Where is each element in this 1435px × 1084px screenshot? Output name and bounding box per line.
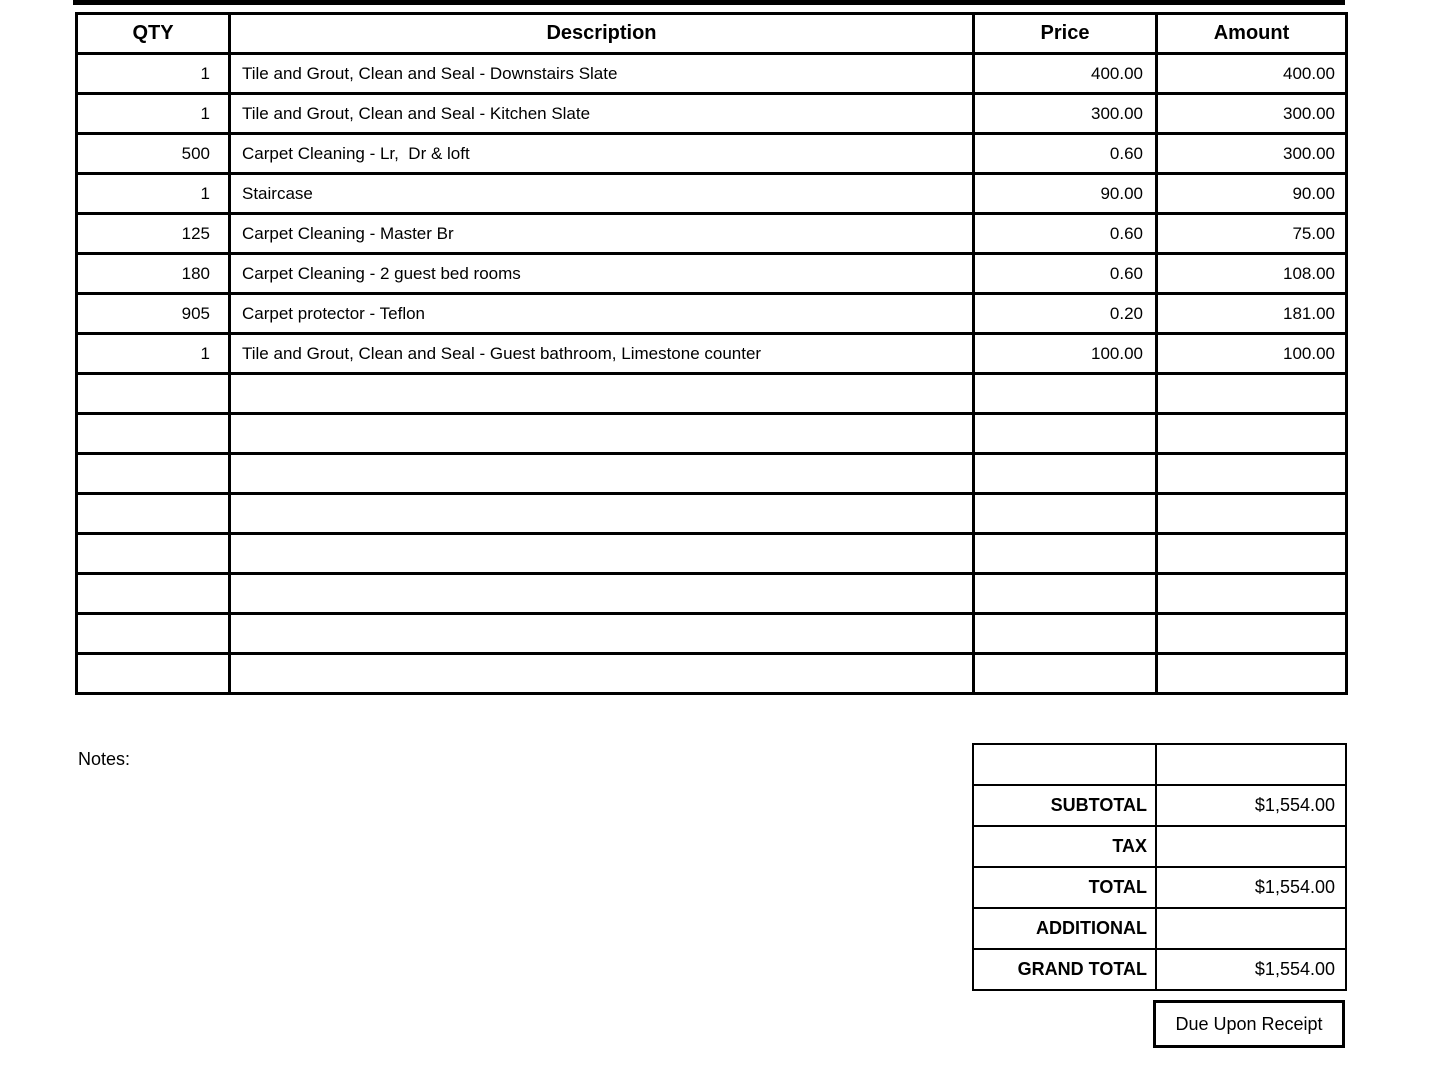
empty-table-row — [77, 454, 1347, 494]
top-divider-rule — [73, 0, 1345, 5]
price-cell — [974, 454, 1157, 494]
description-cell — [230, 614, 974, 654]
description-cell: Carpet Cleaning - 2 guest bed rooms — [230, 254, 974, 294]
qty-cell — [77, 614, 230, 654]
description-cell: Tile and Grout, Clean and Seal - Downstairs Slate — [230, 54, 974, 94]
amount-cell: 100.00 — [1157, 334, 1347, 374]
total-label: TOTAL — [973, 867, 1156, 908]
description-cell — [230, 374, 974, 414]
description-cell — [230, 574, 974, 614]
qty-cell — [77, 654, 230, 694]
price-cell — [974, 574, 1157, 614]
price-cell — [974, 614, 1157, 654]
price-cell — [974, 374, 1157, 414]
qty-cell — [77, 454, 230, 494]
tax-value — [1156, 826, 1346, 867]
table-row — [77, 174, 1347, 214]
notes-label: Notes: — [78, 749, 131, 769]
price-cell: 0.60 — [974, 214, 1157, 254]
empty-table-row — [77, 574, 1347, 614]
subtotal-label: SUBTOTAL — [973, 785, 1156, 826]
table-row — [77, 254, 1347, 294]
description-cell: Tile and Grout, Clean and Seal - Guest bathroom, Limestone counter — [230, 334, 974, 374]
empty-table-row — [77, 374, 1347, 414]
qty-cell: 500 — [77, 134, 230, 174]
empty-table-row — [77, 534, 1347, 574]
qty-cell: 905 — [77, 294, 230, 334]
description-cell — [230, 494, 974, 534]
price-cell — [974, 654, 1157, 694]
summary-row-tax — [973, 826, 1346, 867]
table-header-row — [77, 14, 1347, 54]
qty-cell: 180 — [77, 254, 230, 294]
table-row — [77, 294, 1347, 334]
amount-cell — [1157, 654, 1347, 694]
summary-row-total — [973, 867, 1346, 908]
additional-label: ADDITIONAL — [973, 908, 1156, 949]
payment-terms-box — [1153, 1000, 1345, 1048]
table-row — [77, 94, 1347, 134]
price-cell: 0.60 — [974, 254, 1157, 294]
column-header-description: Description — [230, 14, 974, 54]
table-row — [77, 54, 1347, 94]
amount-cell: 90.00 — [1157, 174, 1347, 214]
amount-cell: 108.00 — [1157, 254, 1347, 294]
table-row — [77, 134, 1347, 174]
amount-cell: 300.00 — [1157, 134, 1347, 174]
invoice-line-items-table — [75, 12, 1348, 695]
description-cell: Carpet Cleaning - Lr, Dr & loft — [230, 134, 974, 174]
qty-cell — [77, 414, 230, 454]
empty-table-row — [77, 494, 1347, 534]
amount-cell: 400.00 — [1157, 54, 1347, 94]
price-cell — [974, 534, 1157, 574]
description-cell: Carpet Cleaning - Master Br — [230, 214, 974, 254]
invoice-summary-table — [972, 743, 1347, 991]
qty-cell — [77, 534, 230, 574]
qty-cell: 1 — [77, 334, 230, 374]
additional-value — [1156, 908, 1346, 949]
summary-row-subtotal — [973, 785, 1346, 826]
amount-cell — [1157, 574, 1347, 614]
qty-cell: 1 — [77, 94, 230, 134]
qty-cell — [77, 494, 230, 534]
price-cell: 0.20 — [974, 294, 1157, 334]
empty-table-row — [77, 654, 1347, 694]
description-cell — [230, 654, 974, 694]
tax-label: TAX — [973, 826, 1156, 867]
subtotal-value: $1,554.00 — [1156, 785, 1346, 826]
grand-total-value: $1,554.00 — [1156, 949, 1346, 990]
column-header-amount: Amount — [1157, 14, 1347, 54]
qty-cell — [77, 574, 230, 614]
payment-terms-text: Due Upon Receipt — [1175, 1013, 1323, 1034]
description-cell: Tile and Grout, Clean and Seal - Kitchen Slate — [230, 94, 974, 134]
price-cell: 400.00 — [974, 54, 1157, 94]
description-cell: Carpet protector - Teflon — [230, 294, 974, 334]
column-header-qty: QTY — [77, 14, 230, 54]
price-cell — [974, 414, 1157, 454]
qty-cell: 1 — [77, 54, 230, 94]
price-cell: 100.00 — [974, 334, 1157, 374]
summary-row-additional — [973, 908, 1346, 949]
amount-cell — [1157, 534, 1347, 574]
table-row — [77, 214, 1347, 254]
amount-cell — [1157, 374, 1347, 414]
summary-spacer-label — [973, 744, 1156, 785]
empty-table-row — [77, 414, 1347, 454]
qty-cell — [77, 374, 230, 414]
amount-cell: 300.00 — [1157, 94, 1347, 134]
price-cell — [974, 494, 1157, 534]
price-cell: 0.60 — [974, 134, 1157, 174]
price-cell: 300.00 — [974, 94, 1157, 134]
description-cell — [230, 414, 974, 454]
qty-cell: 1 — [77, 174, 230, 214]
description-cell — [230, 534, 974, 574]
description-cell: Staircase — [230, 174, 974, 214]
amount-cell — [1157, 414, 1347, 454]
amount-cell — [1157, 454, 1347, 494]
amount-cell: 75.00 — [1157, 214, 1347, 254]
column-header-price: Price — [974, 14, 1157, 54]
table-row — [77, 334, 1347, 374]
qty-cell: 125 — [77, 214, 230, 254]
grand-total-label: GRAND TOTAL — [973, 949, 1156, 990]
total-value: $1,554.00 — [1156, 867, 1346, 908]
price-cell: 90.00 — [974, 174, 1157, 214]
summary-spacer-value — [1156, 744, 1346, 785]
empty-table-row — [77, 614, 1347, 654]
summary-spacer-row — [973, 744, 1346, 785]
amount-cell: 181.00 — [1157, 294, 1347, 334]
amount-cell — [1157, 614, 1347, 654]
description-cell — [230, 454, 974, 494]
summary-row-grand-total — [973, 949, 1346, 990]
amount-cell — [1157, 494, 1347, 534]
